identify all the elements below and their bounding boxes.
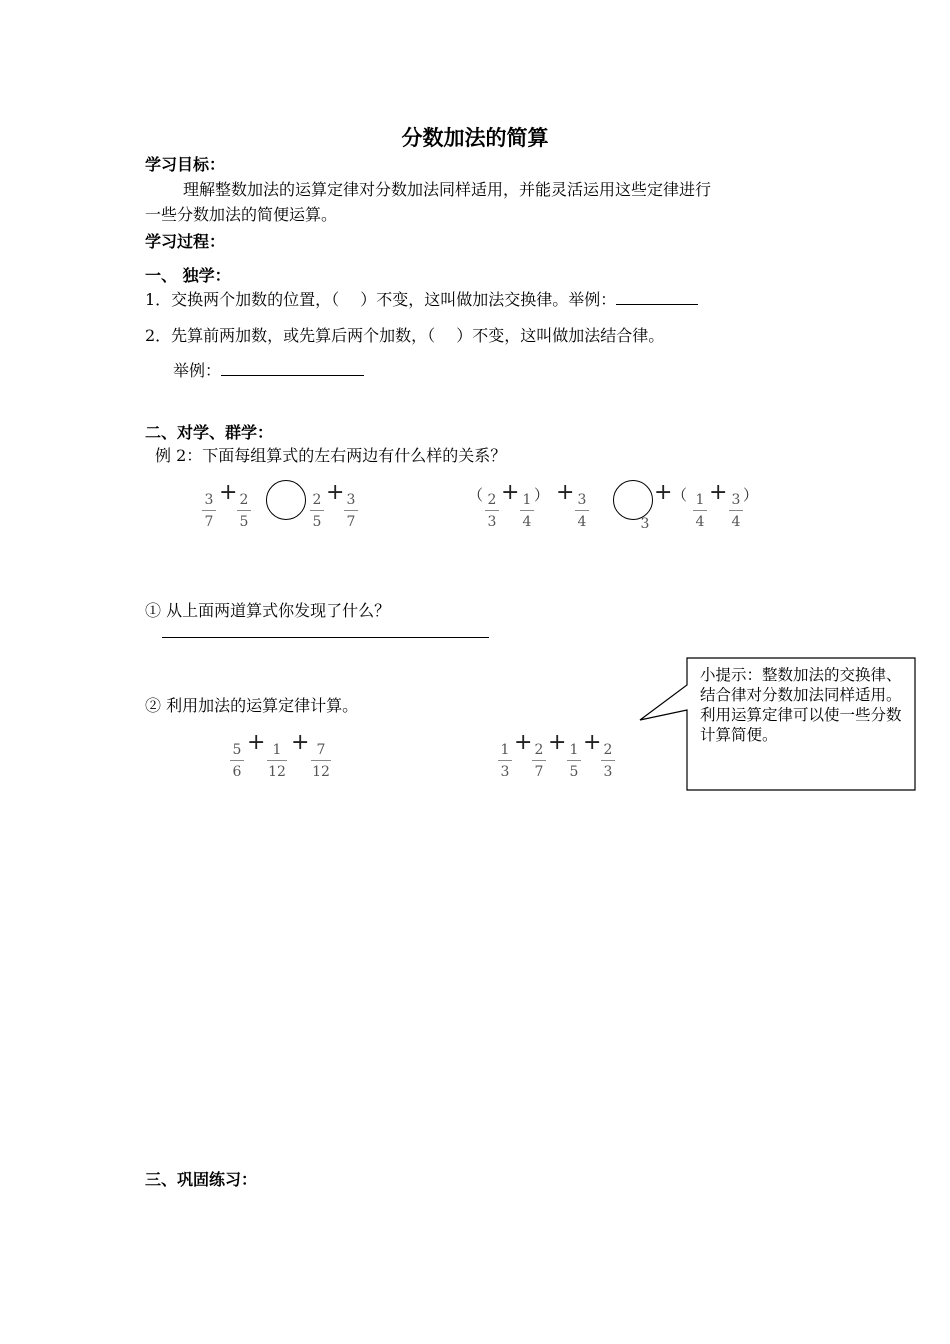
question-calc: ② 利用加法的运算定律计算。 bbox=[145, 696, 359, 715]
fraction: 1 12 bbox=[268, 742, 286, 780]
right-paren: ） bbox=[534, 486, 550, 504]
fraction: 3 7 bbox=[342, 493, 360, 529]
fraction: 1 4 bbox=[691, 493, 709, 529]
fraction: 2 3 bbox=[483, 493, 501, 529]
left-paren: （ bbox=[468, 486, 484, 504]
fraction: 5 6 bbox=[228, 743, 246, 779]
plus-sign: + bbox=[556, 480, 575, 505]
question-find: ① 从上面两道算式你发现了什么？ bbox=[145, 601, 391, 620]
fraction: 2 7 bbox=[530, 743, 548, 779]
hint-text: 小提示：整数加法的交换律、结合律对分数加法同样适用。利用运算定律可以使一些分数计算简便。 bbox=[700, 666, 902, 744]
plus-sign: + bbox=[219, 480, 238, 505]
fraction: 3 4 bbox=[573, 493, 591, 529]
practice-heading: 三、巩固练习： bbox=[145, 1170, 258, 1189]
fraction: 1 5 bbox=[565, 743, 583, 779]
page-title: 分数加法的简算 bbox=[401, 125, 549, 150]
objectives-line-1: 理解整数加法的运算定律对分数加法同样适用，并能灵活运用这些定律进行 bbox=[183, 180, 712, 199]
fraction: 7 12 bbox=[312, 742, 330, 780]
plus-sign: + bbox=[654, 480, 673, 505]
plus-sign: + bbox=[501, 480, 520, 505]
group-study-heading: 二、对学、群学： bbox=[145, 423, 274, 442]
fraction: 3 4 bbox=[727, 493, 745, 529]
left-paren: （ bbox=[672, 486, 688, 504]
fraction: 1 3 bbox=[496, 743, 514, 779]
example-label: 举例： bbox=[173, 361, 222, 380]
fraction: 2 3 bbox=[599, 743, 617, 779]
plus-sign: + bbox=[514, 730, 533, 755]
example-2-question: 例 2：下面每组算式的左右两边有什么样的关系？ bbox=[155, 446, 507, 465]
fraction: 3 7 bbox=[200, 493, 218, 529]
plus-sign: + bbox=[291, 730, 310, 755]
process-heading: 学习过程： bbox=[145, 232, 226, 251]
self-study-heading: 一、 独学： bbox=[145, 266, 231, 285]
plus-sign: + bbox=[709, 480, 728, 505]
plus-sign: + bbox=[583, 730, 602, 755]
plus-sign: + bbox=[548, 730, 567, 755]
fraction: 1 4 bbox=[518, 493, 536, 529]
question-2: 2．先算前两加数，或先算后两个加数，（ ）不变，这叫做加法结合律。 bbox=[145, 326, 665, 345]
objectives-line-2: 一些分数加法的简便运算。 bbox=[145, 205, 338, 224]
fraction-denominator: 3 bbox=[640, 516, 650, 532]
fraction: 2 5 bbox=[308, 493, 326, 529]
plus-sign: + bbox=[326, 480, 345, 505]
plus-sign: + bbox=[247, 730, 266, 755]
right-paren: ） bbox=[743, 486, 759, 504]
fraction: 2 5 bbox=[235, 493, 253, 529]
objectives-heading: 学习目标： bbox=[145, 155, 226, 174]
question-1-text: 1．交换两个加数的位置，（ ）不变，这叫做加法交换律。举例： bbox=[145, 290, 617, 309]
